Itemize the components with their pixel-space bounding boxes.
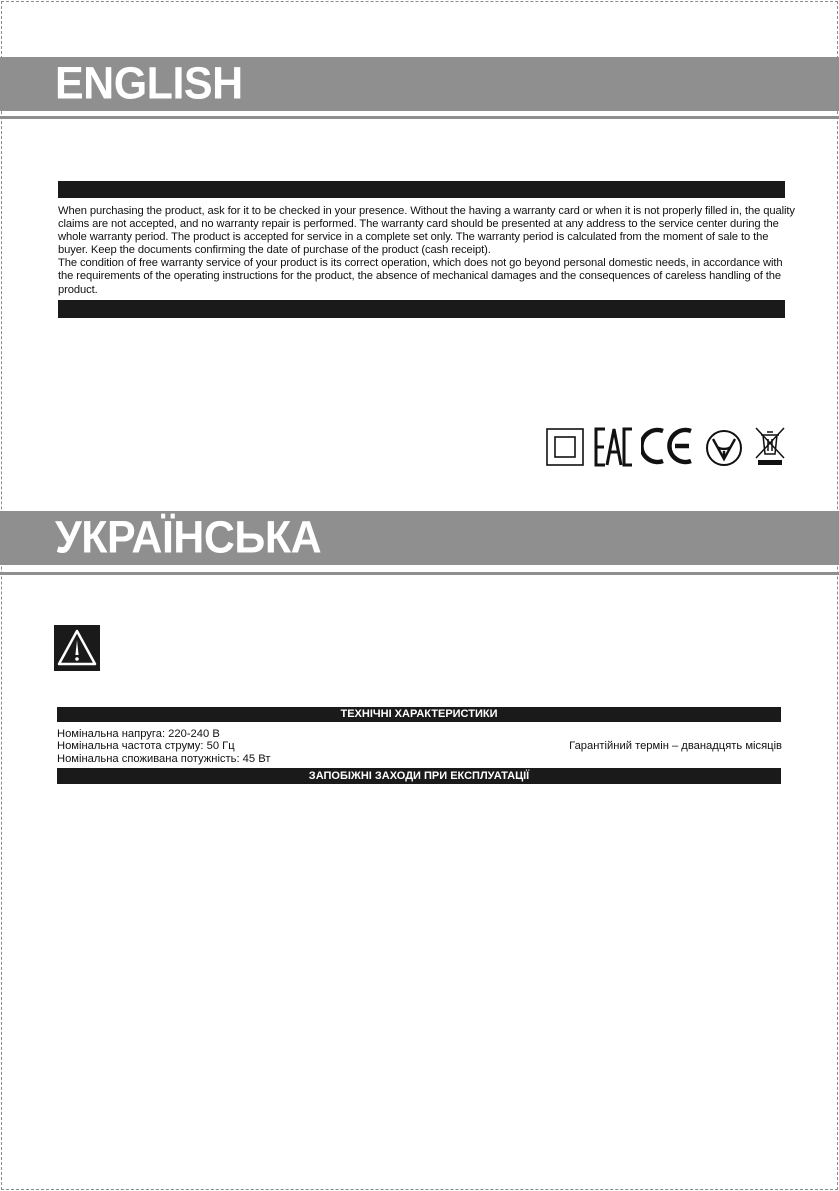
spec-power: Номінальна споживана потужність: 45 Вт (57, 752, 271, 765)
warranty-paragraph-2: The condition of free warranty service of your product is its correct operation, which does not go beyond personal domestic needs, in accordance with the requirements of the operating instructions for the product, the absence of mechanical damages and the consequences of careless handling of the product. (58, 257, 783, 296)
warranty-paragraph-1: When purchasing the product, ask for it to be checked in your presence. Without the having a warranty card or when it is not properly filled in, the quality claims are not accepted, and no warranty repair is performed. The warranty card should be presented at any address to the service center during the whole warranty period. The product is accepted for service in a complete set only. The warranty period is calculated from the moment of sale to the buyer. Keep the documents confirming the date of purchase of the product (cash receipt). (58, 205, 795, 257)
ukrainian-band-rule (0, 572, 839, 575)
tech-specs-list (57, 728, 270, 765)
eac-mark-icon (594, 425, 634, 467)
warning-triangle-icon (54, 625, 100, 671)
warranty-text (58, 205, 798, 297)
safety-precautions-header: ЗАПОБІЖНІ ЗАХОДИ ПРИ ЕКСПЛУАТАЦІЇ (57, 768, 781, 784)
ukrainian-conformity-icon (703, 425, 745, 467)
ukrainian-section-band (0, 511, 839, 565)
ce-mark-icon (641, 425, 695, 467)
double-insulation-icon (546, 425, 586, 467)
crossed-bin-icon (753, 425, 787, 467)
spec-frequency: Номінальна частота струму: 50 Гц (57, 740, 235, 753)
spec-voltage: Номінальна напруга: 220-240 В (57, 728, 220, 740)
warranty-bottom-bar (58, 300, 785, 318)
english-band-rule (0, 116, 839, 119)
tech-specs-header: ТЕХНІЧНІ ХАРАКТЕРИСТИКИ (57, 707, 781, 722)
warranty-term: Гарантійний термін – дванадцять місяців (569, 740, 782, 752)
english-section-title: ENGLISH (55, 58, 243, 110)
page-frame (1, 1, 838, 1190)
warranty-top-bar (58, 181, 785, 198)
english-section-band (0, 57, 839, 111)
ukrainian-section-title: УКРАЇНСЬКА (55, 512, 322, 564)
